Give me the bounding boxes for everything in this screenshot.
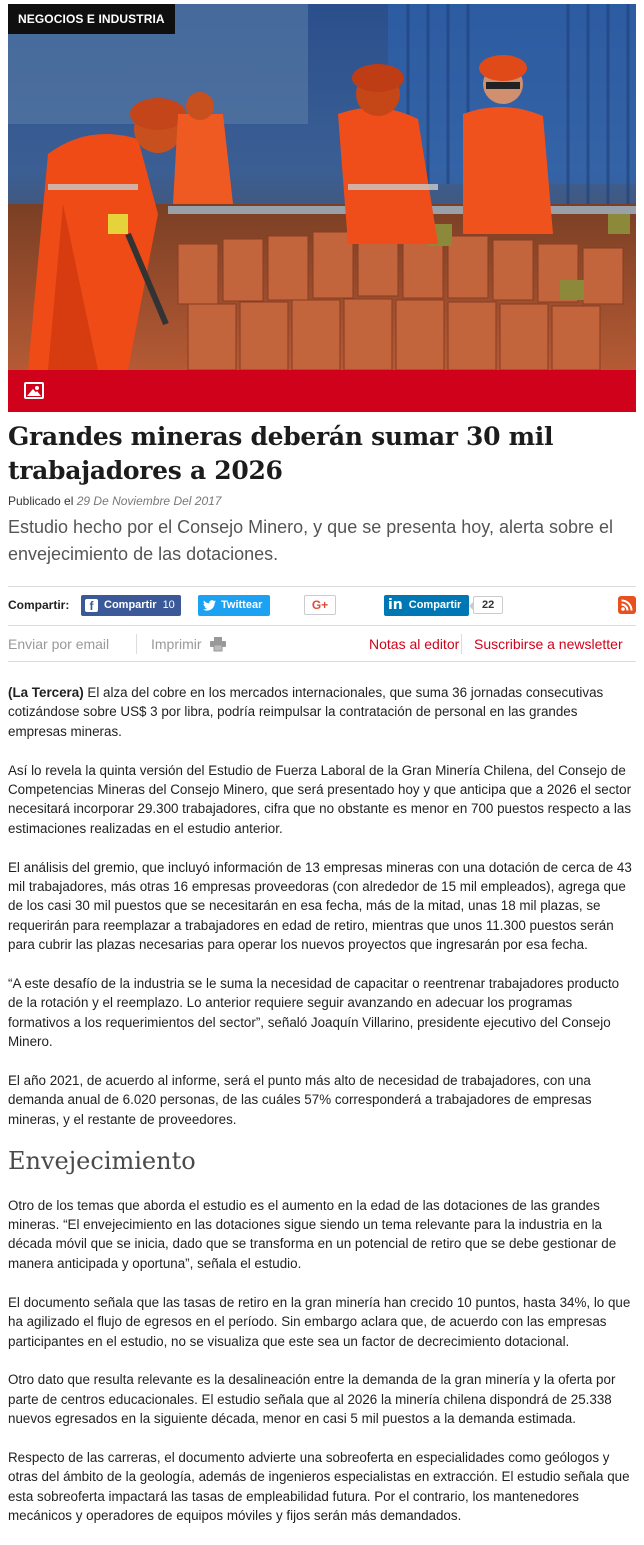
divider [136,634,137,654]
article-actions [8,634,636,654]
published-date [8,494,221,508]
linkedin-share-button[interactable] [384,595,469,616]
linkedin-share-label: Compartir [408,599,462,611]
linkedin-icon: in [388,597,403,613]
published-prefix: Publicado el [8,494,74,508]
article-body [8,683,636,1545]
paragraph: Respecto de las carreras, el documento advierte una sobreoferta en especialidades como geólogos y otras del ámbito de la geología, además de ingenieros especialistas en extracción. El estudio señala que esta sobreoferta impactará las tasas de empleabilidad futura. Por el contrario, los mantenedores mecánicos y operadores de equipos móviles y fijos serán más demandados. [8,1449,630,1524]
paragraph: Otro dato que resulta relevante es la desalineación entre la demanda de la gran minería y la oferta por parte de centros educacionales. El estudio señala que al 2026 la minería chilena dispondrá de 25.338 nuevos egresados en la siguiente década, menor en casi 5 mil puestos a la demanda estimada. [8,1372,616,1427]
paragraph [8,683,636,741]
article-subtitle: Estudio hecho por el Consejo Minero, y que se presenta hoy, alerta sobre el envejecimiento de las dotaciones. [8,517,614,564]
newsletter-link[interactable]: Suscribirse a newsletter [474,636,623,652]
divider [8,586,636,587]
facebook-icon: f [85,599,98,612]
facebook-share-count: 10 [162,599,175,611]
section-tag[interactable]: NEGOCIOS E INDUSTRIA [8,4,175,34]
editor-notes-link[interactable]: Notas al editor [369,636,460,652]
paragraph: Otro de los temas que aborda el estudio es el aumento en la edad de las dotaciones de las grandes mineras. “El envejecimiento en las dotaciones sigue siendo un tema relevante para la industria en la década móvil que se inicia, dado que se transforma en un potencial de retiro que se debe gestionar de manera anticipada y oportuna”, señala el estudio. [8,1197,617,1271]
published-date-value: 29 De Noviembre Del 2017 [76,494,222,508]
twitter-icon [203,600,216,611]
paragraph: El análisis del gremio, que incluyó información de 13 empresas mineras con una dotación de cerca de 43 mil trabajadores, más otras 16 empresas proveedoras (con alrededor de 15 mil empleados), agrega que de los casi 30 mil puestos que se necesitarán en esa fecha, más de la mitad, unas 18 mil plazas, se requerirán para reemplazar a trabajadores en edad de retiro, mientras que unos 11.300 puestos serán para cubrir las plazas necesarias para operar los nuevos proyectos que ingresarán por esa fecha. [8,859,632,953]
email-link[interactable]: Enviar por email [8,636,110,652]
google-plus-button[interactable] [304,595,336,615]
section-heading: Envejecimiento [8,1146,196,1175]
divider [8,661,636,662]
print-label: Imprimir [151,636,202,652]
share-bar [8,594,636,618]
article-headline: Grandes mineras deberán sumar 30 mil trabajadores a 2026 [8,422,554,485]
facebook-share-label: Compartir [104,599,157,611]
divider [8,625,636,626]
image-icon[interactable] [24,382,44,399]
paragraph: Así lo revela la quinta versión del Estudio de Fuerza Laboral de la Gran Minería Chilena, del Consejo de Competencias Mineras del Consejo Minero, que será presentado hoy y que anticipa que a 2026 el sector necesitará incorporar 29.300 trabajadores, cifra que no obstante es menor en 700 puestos respecto a las estimaciones realizadas en el estudio anterior. [8,762,632,836]
google-plus-icon: G+ [311,598,329,612]
linkedin-share-count: 22 [473,596,503,614]
twitter-share-label: Twittear [221,599,263,611]
share-label: Compartir: [8,598,70,612]
paragraph: El año 2021, de acuerdo al informe, será el punto más alto de necesidad de trabajadores, con una demanda anual de 6.020 personas, de las cuáles 57% corresponderá a trabajadores de empresas mineras, y el restante de proveedores. [8,1073,592,1127]
source-label: (La Tercera) [8,685,84,700]
gallery-bar[interactable] [8,370,636,412]
paragraph: “A este desafío de la industria se le suma la necesidad de capacitar o reentrenar trabajadores producto de la rotación y el reemplazo. Lo anterior requiere seguir avanzando en adecuar los programas formativos a los requerimientos del sector”, señaló Joaquín Villarino, presidente ejecutivo del Consejo Minero. [8,976,620,1050]
print-link[interactable] [151,636,226,652]
rss-icon[interactable] [618,596,636,614]
facebook-share-button[interactable] [81,595,181,616]
printer-icon [210,637,226,651]
paragraph-text: El alza del cobre en los mercados internacionales, que suma 36 jornadas consecutivas cotizándose sobre US$ 3 por libra, podría reimpulsar la contratación de personal en las grandes empresas mineras. [8,685,604,739]
paragraph: El documento señala que las tasas de retiro en la gran minería han crecido 10 puntos, hasta 34%, lo que ha agilizado el flujo de egresos en el período. Sin embargo aclara que, de acuerdo con las empresas participantes en el estudio, no se visualiza que este sea un factor de decrecimiento dotacional. [8,1294,631,1349]
twitter-share-button[interactable] [198,595,270,616]
divider [461,634,462,654]
hero-photo [8,4,636,370]
hero-image[interactable] [8,4,636,370]
